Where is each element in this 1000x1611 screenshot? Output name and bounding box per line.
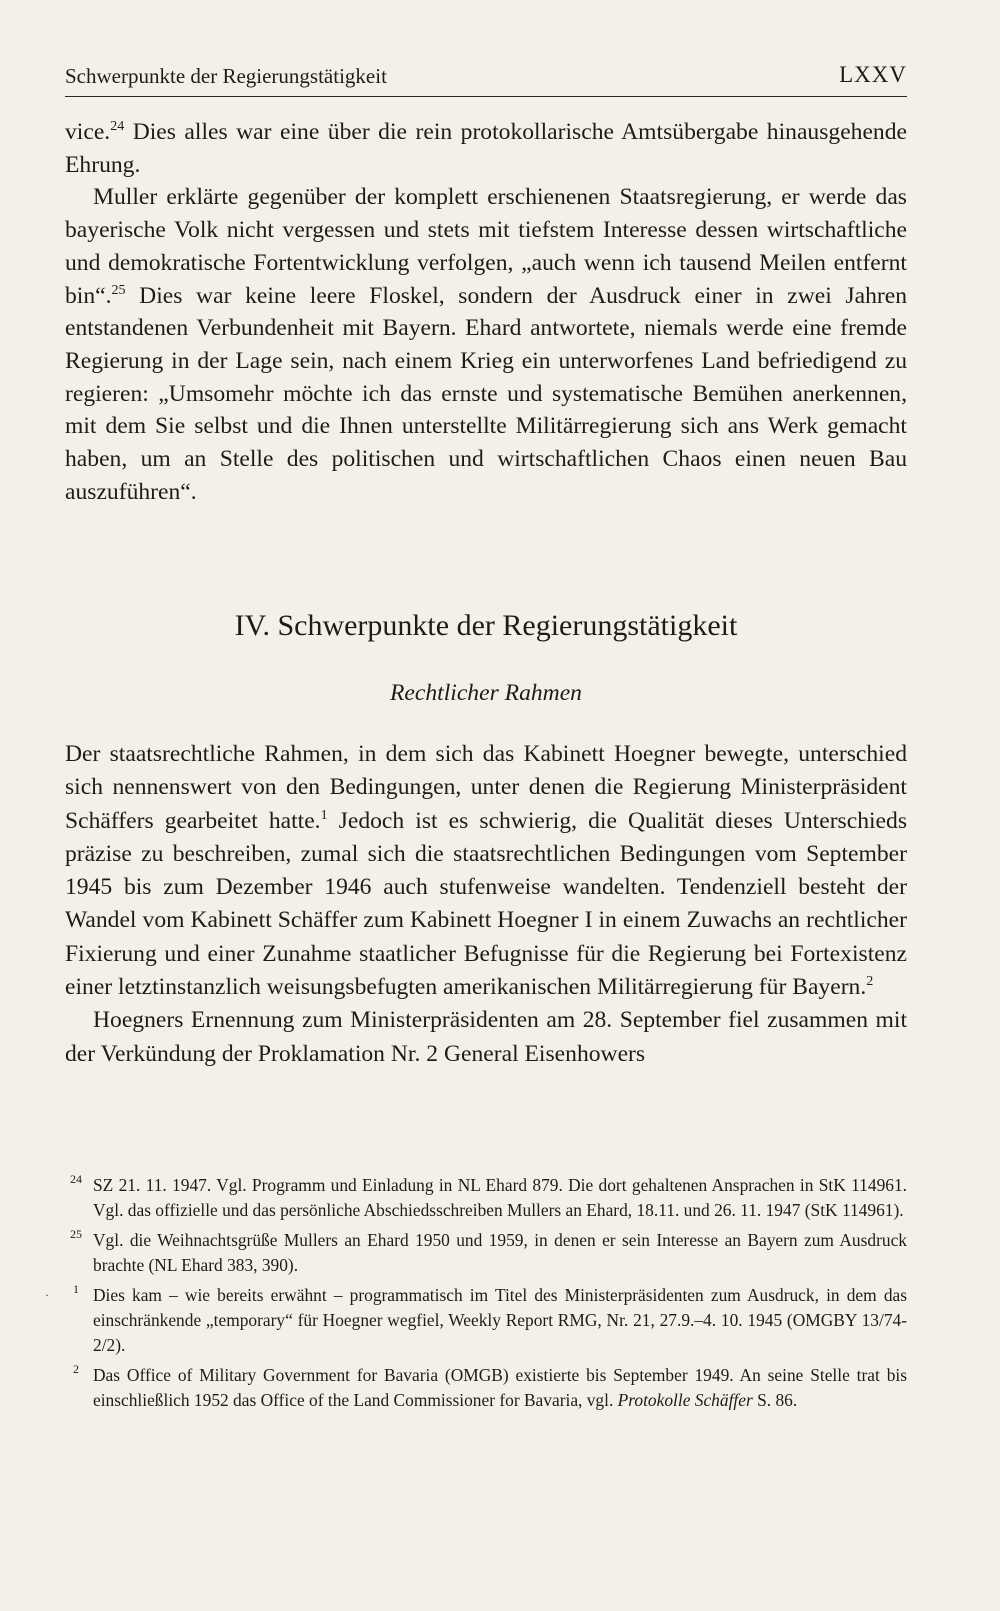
footnote-text: Vgl. die Weihnachtsgrüße Mullers an Ehard 1950 und 1959, in denen er sein Interesse an Bayern zum Ausdruck brachte (NL Ehard 383, 390). — [93, 1230, 907, 1275]
paragraph — [65, 181, 907, 508]
footnotes — [45, 1172, 907, 1418]
paragraph: Hoegners Ernennung zum Ministerpräsidenten am 28. September fiel zusammen mit der Verkündung der Proklamation Nr. 2 General Eisenhowers — [65, 1007, 907, 1067]
page-number: LXXV — [839, 62, 907, 87]
footnote-italic: Protokolle Schäffer — [617, 1389, 753, 1410]
text-run: Der staatsrechtliche Rahmen, in dem sich das Kabinett Hoegner bewegte, unterschied sich nennenswert von den Bedingungen, unter denen die Regierung Ministerpräsident Schäffers gearbeitet hatte. — [65, 741, 907, 834]
text-run: vice. — [65, 119, 111, 145]
footnote-ref: 1 — [320, 807, 328, 823]
footnote-ref: 25 — [111, 282, 126, 298]
paragraph — [65, 738, 907, 1004]
footnote — [65, 1173, 907, 1222]
footnote-number: 1 — [73, 1282, 79, 1297]
text-run: Jedoch ist es schwierig, die Qualität dieses Unterschieds präzise zu beschreiben, zumal sich die staatsrechtlichen Bedingungen vom September 1945 bis zum Dezember 1946 auch stufenweise wandelten. Tendenziell besteht der Wandel vom Kabinett Schäffer zum Kabinett Hoegner I in einem Zuwachs an rechtlicher Fixierung und einer Zunahme staatlicher Befugnisse für die Regierung bei Fortexistenz einer letztinstanzlich weisungsbefugten amerikanischen Militärregierung für Bayern. — [65, 807, 908, 1001]
footnote — [65, 1228, 907, 1277]
section-heading: IV. Schwerpunkte der Regierungstätigkeit — [234, 609, 738, 642]
footnote-text: Das Office of Military Government for Bavaria (OMGB) existierte bis September 1949. An seine Stelle trat bis einschließlich 1952 das Office of the Land Commissioner for Bavaria, vgl. — [93, 1365, 907, 1410]
footnote-number: 24 — [70, 1172, 82, 1186]
body-text-top — [65, 116, 907, 508]
text-run: Dies war keine leere Floskel, sondern der Ausdruck einer in zwei Jahren entstandenen Verbundenheit mit Bayern. Ehard antwortete, niemals werde eine fremde Regierung in der Lage sein, nach einem Krieg ein unterworfenes Land befriedigend zu regieren: „Umsomehr möchte ich das ernste und systematische Bemühen anerkennen, mit dem Sie selbst und die Ihnen unterstellte Militärregierung sich ans Werk gemacht haben, um an Stelle des politischen und wirtschaftlichen Chaos einen neuen Bau auszuführen“. — [65, 282, 907, 505]
body-text-bottom — [65, 738, 907, 1071]
paragraph — [65, 116, 907, 181]
footnote-text: Dies kam – wie bereits erwähnt – programmatisch im Titel des Ministerpräsidenten zum Ausdruck, in dem das einschränkende „temporary“ für Hoegner wegfiel, Weekly Report RMG, Nr. 21, 27.9.–4. 10. 1945 (OMGBY 13/74-2/2). — [93, 1285, 907, 1355]
footnote-number: 25 — [70, 1227, 82, 1242]
footnote-text: S. 86. — [752, 1389, 798, 1410]
footnote — [65, 1363, 907, 1412]
page-header — [65, 60, 907, 97]
running-title: Schwerpunkte der Regierungstätigkeit — [65, 64, 387, 88]
footnote-text: SZ 21. 11. 1947. Vgl. Programm und Einladung in NL Ehard 879. Die dort gehaltenen Ansprachen in StK 114961. Vgl. das offizielle und das persönliche Abschiedsschreiben Mullers an Ehard, 18.11. und 26. 11. 1947 (StK 114961). — [93, 1175, 907, 1220]
text-run: Dies alles war eine über die rein protokollarische Amtsübergabe hinausgehende Ehrung. — [65, 119, 907, 178]
text-run: Muller erklärte gegenüber der komplett erschienenen Staatsregierung, er werde das bayerische Volk nicht vergessen und stets mit tiefstem Interesse dessen wirtschaftliche und demokratische Fortentwicklung verfolgen, „auch wenn ich tausend Meilen entfernt bin“. — [65, 184, 907, 309]
section-subheading: Rechtlicher Rahmen — [390, 680, 582, 706]
footnote-ref: 24 — [110, 119, 125, 134]
footnote-ref: 2 — [866, 974, 874, 990]
bullet-mark: · — [45, 1288, 49, 1303]
footnote-number: 2 — [73, 1362, 79, 1377]
footnote — [45, 1282, 907, 1357]
